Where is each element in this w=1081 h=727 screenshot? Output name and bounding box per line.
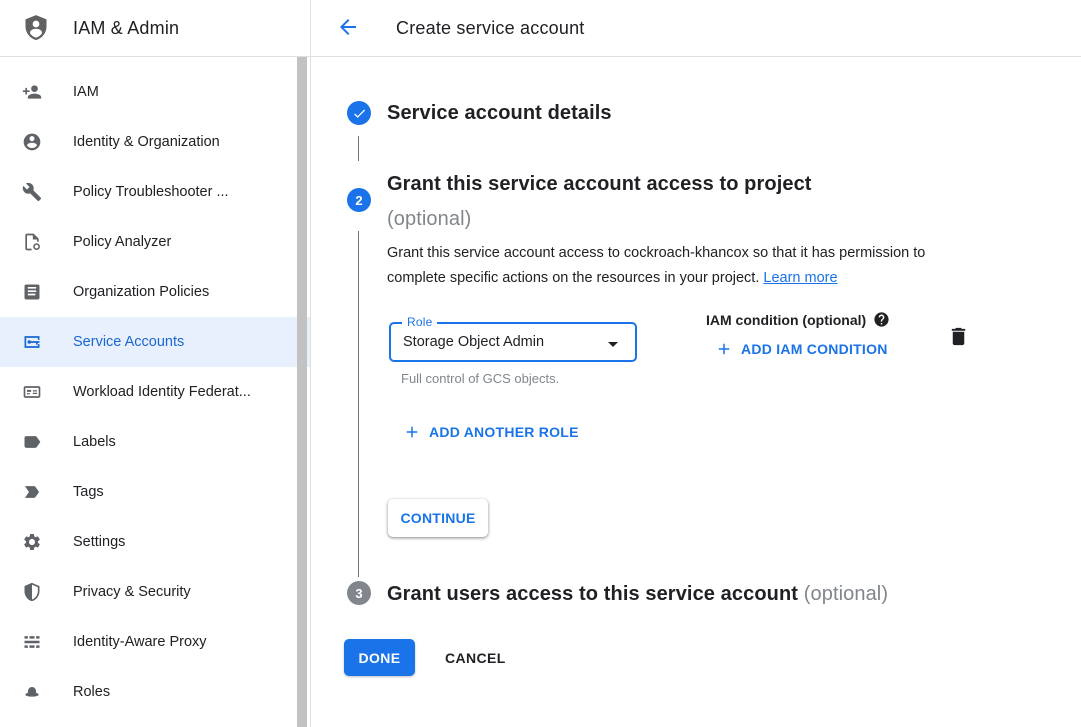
add-another-role-label: ADD ANOTHER ROLE (429, 424, 579, 440)
step-connector-line (358, 136, 359, 161)
arrow-back-icon (336, 15, 360, 42)
sidebar-scrollbar-thumb[interactable] (297, 57, 307, 727)
continue-button[interactable]: CONTINUE (388, 499, 488, 537)
gear-icon (22, 532, 42, 552)
person-add-icon (22, 82, 42, 102)
step-connector-line (358, 231, 359, 577)
add-iam-condition-label: ADD IAM CONDITION (741, 341, 888, 357)
add-another-role-button[interactable] (403, 423, 579, 441)
sidebar-item-organization-policies[interactable] (0, 267, 310, 317)
sidebar-item-label: IAM (73, 84, 99, 100)
step1-complete-check-icon (347, 101, 371, 125)
step2-optional-label: (optional) (387, 208, 472, 230)
iam-admin-shield-logo-icon (22, 13, 50, 43)
step3-number: 3 (355, 585, 363, 601)
iam-condition-label-text: IAM condition (optional) (706, 311, 867, 328)
step2-title-text: Grant this service account access to project (387, 173, 812, 195)
tag-arrow-icon (22, 482, 42, 502)
sidebar-item-label: Policy Analyzer (73, 234, 172, 250)
plus-icon (403, 423, 421, 441)
app-header (0, 0, 1081, 57)
wrench-icon (22, 182, 42, 202)
sidebar-item-identity-organization[interactable] (0, 117, 310, 167)
sidebar-item-labels[interactable] (0, 417, 310, 467)
proxy-rows-icon (22, 632, 42, 652)
sidebar-item-policy-analyzer[interactable] (0, 217, 310, 267)
sidebar-item-roles[interactable] (0, 667, 310, 717)
sidebar-item-label: Service Accounts (73, 334, 185, 350)
step3-number-badge (347, 581, 371, 605)
sidebar-item-list (0, 67, 310, 717)
header-page-section (311, 0, 1081, 56)
product-title: IAM & Admin (73, 17, 180, 38)
step2-number-badge (347, 188, 371, 212)
step3-title-text: Grant users access to this service account (387, 583, 799, 605)
step2-description (387, 241, 987, 291)
sidebar-item-label: Roles (73, 684, 111, 700)
account-circle-icon (22, 132, 42, 152)
sidebar-item-policy-troubleshooter[interactable] (0, 167, 310, 217)
sidebar-item-privacy-security[interactable] (0, 567, 310, 617)
sidebar-item-settings[interactable] (0, 517, 310, 567)
role-selected-value: Storage Object Admin (403, 334, 545, 350)
sidebar-item-label: Identity-Aware Proxy (73, 634, 207, 650)
step3-title (387, 583, 888, 606)
header-product-section (0, 0, 311, 56)
iam-condition-label (706, 311, 890, 328)
learn-more-link[interactable]: Learn more (763, 270, 838, 286)
sidebar-item-label: Organization Policies (73, 284, 210, 300)
sidebar-item-iam[interactable] (0, 67, 310, 117)
sidebar-item-label: Privacy & Security (73, 584, 191, 600)
create-service-account-form (311, 57, 1081, 727)
sidebar-item-tags[interactable] (0, 467, 310, 517)
dropdown-arrow-icon (601, 332, 625, 356)
policy-analyzer-icon (22, 232, 42, 252)
role-helper-text: Full control of GCS objects. (401, 371, 560, 386)
trash-icon (947, 336, 970, 351)
plus-icon (715, 340, 733, 358)
sidebar-item-label: Labels (73, 434, 116, 450)
sidebar-item-label: Identity & Organization (73, 134, 220, 150)
shield-icon (22, 582, 42, 602)
sidebar-item-label: Settings (73, 534, 126, 550)
sidebar-item-label: Policy Troubleshooter ... (73, 184, 229, 200)
step2-title (387, 167, 812, 237)
delete-role-button[interactable] (946, 325, 970, 349)
step1-title: Service account details (387, 102, 612, 124)
sidebar-item-label: Tags (73, 484, 104, 500)
sidebar-item-label: Workload Identity Federat... (73, 384, 251, 400)
page-title: Create service account (396, 17, 585, 38)
sidebar-item-service-accounts[interactable] (0, 317, 310, 367)
step2-description-text: Grant this service account access to cockroach-khancox so that it has permission to complete specific actions on the resources in your project. (387, 245, 926, 286)
sidebar-item-workload-identity-federat[interactable] (0, 367, 310, 417)
step3-optional-label: (optional) (803, 583, 889, 605)
document-lines-icon (22, 282, 42, 302)
sidebar-nav (0, 57, 311, 727)
badge-card-icon (22, 382, 42, 402)
step2-number: 2 (355, 192, 363, 208)
help-icon[interactable] (873, 311, 890, 328)
role-select[interactable] (389, 315, 637, 362)
done-button[interactable]: DONE (344, 639, 415, 676)
label-icon (22, 432, 42, 452)
cancel-button[interactable]: CANCEL (429, 639, 522, 676)
sidebar-item-identity-aware-proxy[interactable] (0, 617, 310, 667)
service-account-key-icon (22, 332, 42, 352)
add-iam-condition-button[interactable] (715, 340, 888, 358)
hat-icon (22, 682, 42, 702)
role-field-label: Role (402, 315, 437, 329)
back-button[interactable] (336, 16, 360, 40)
